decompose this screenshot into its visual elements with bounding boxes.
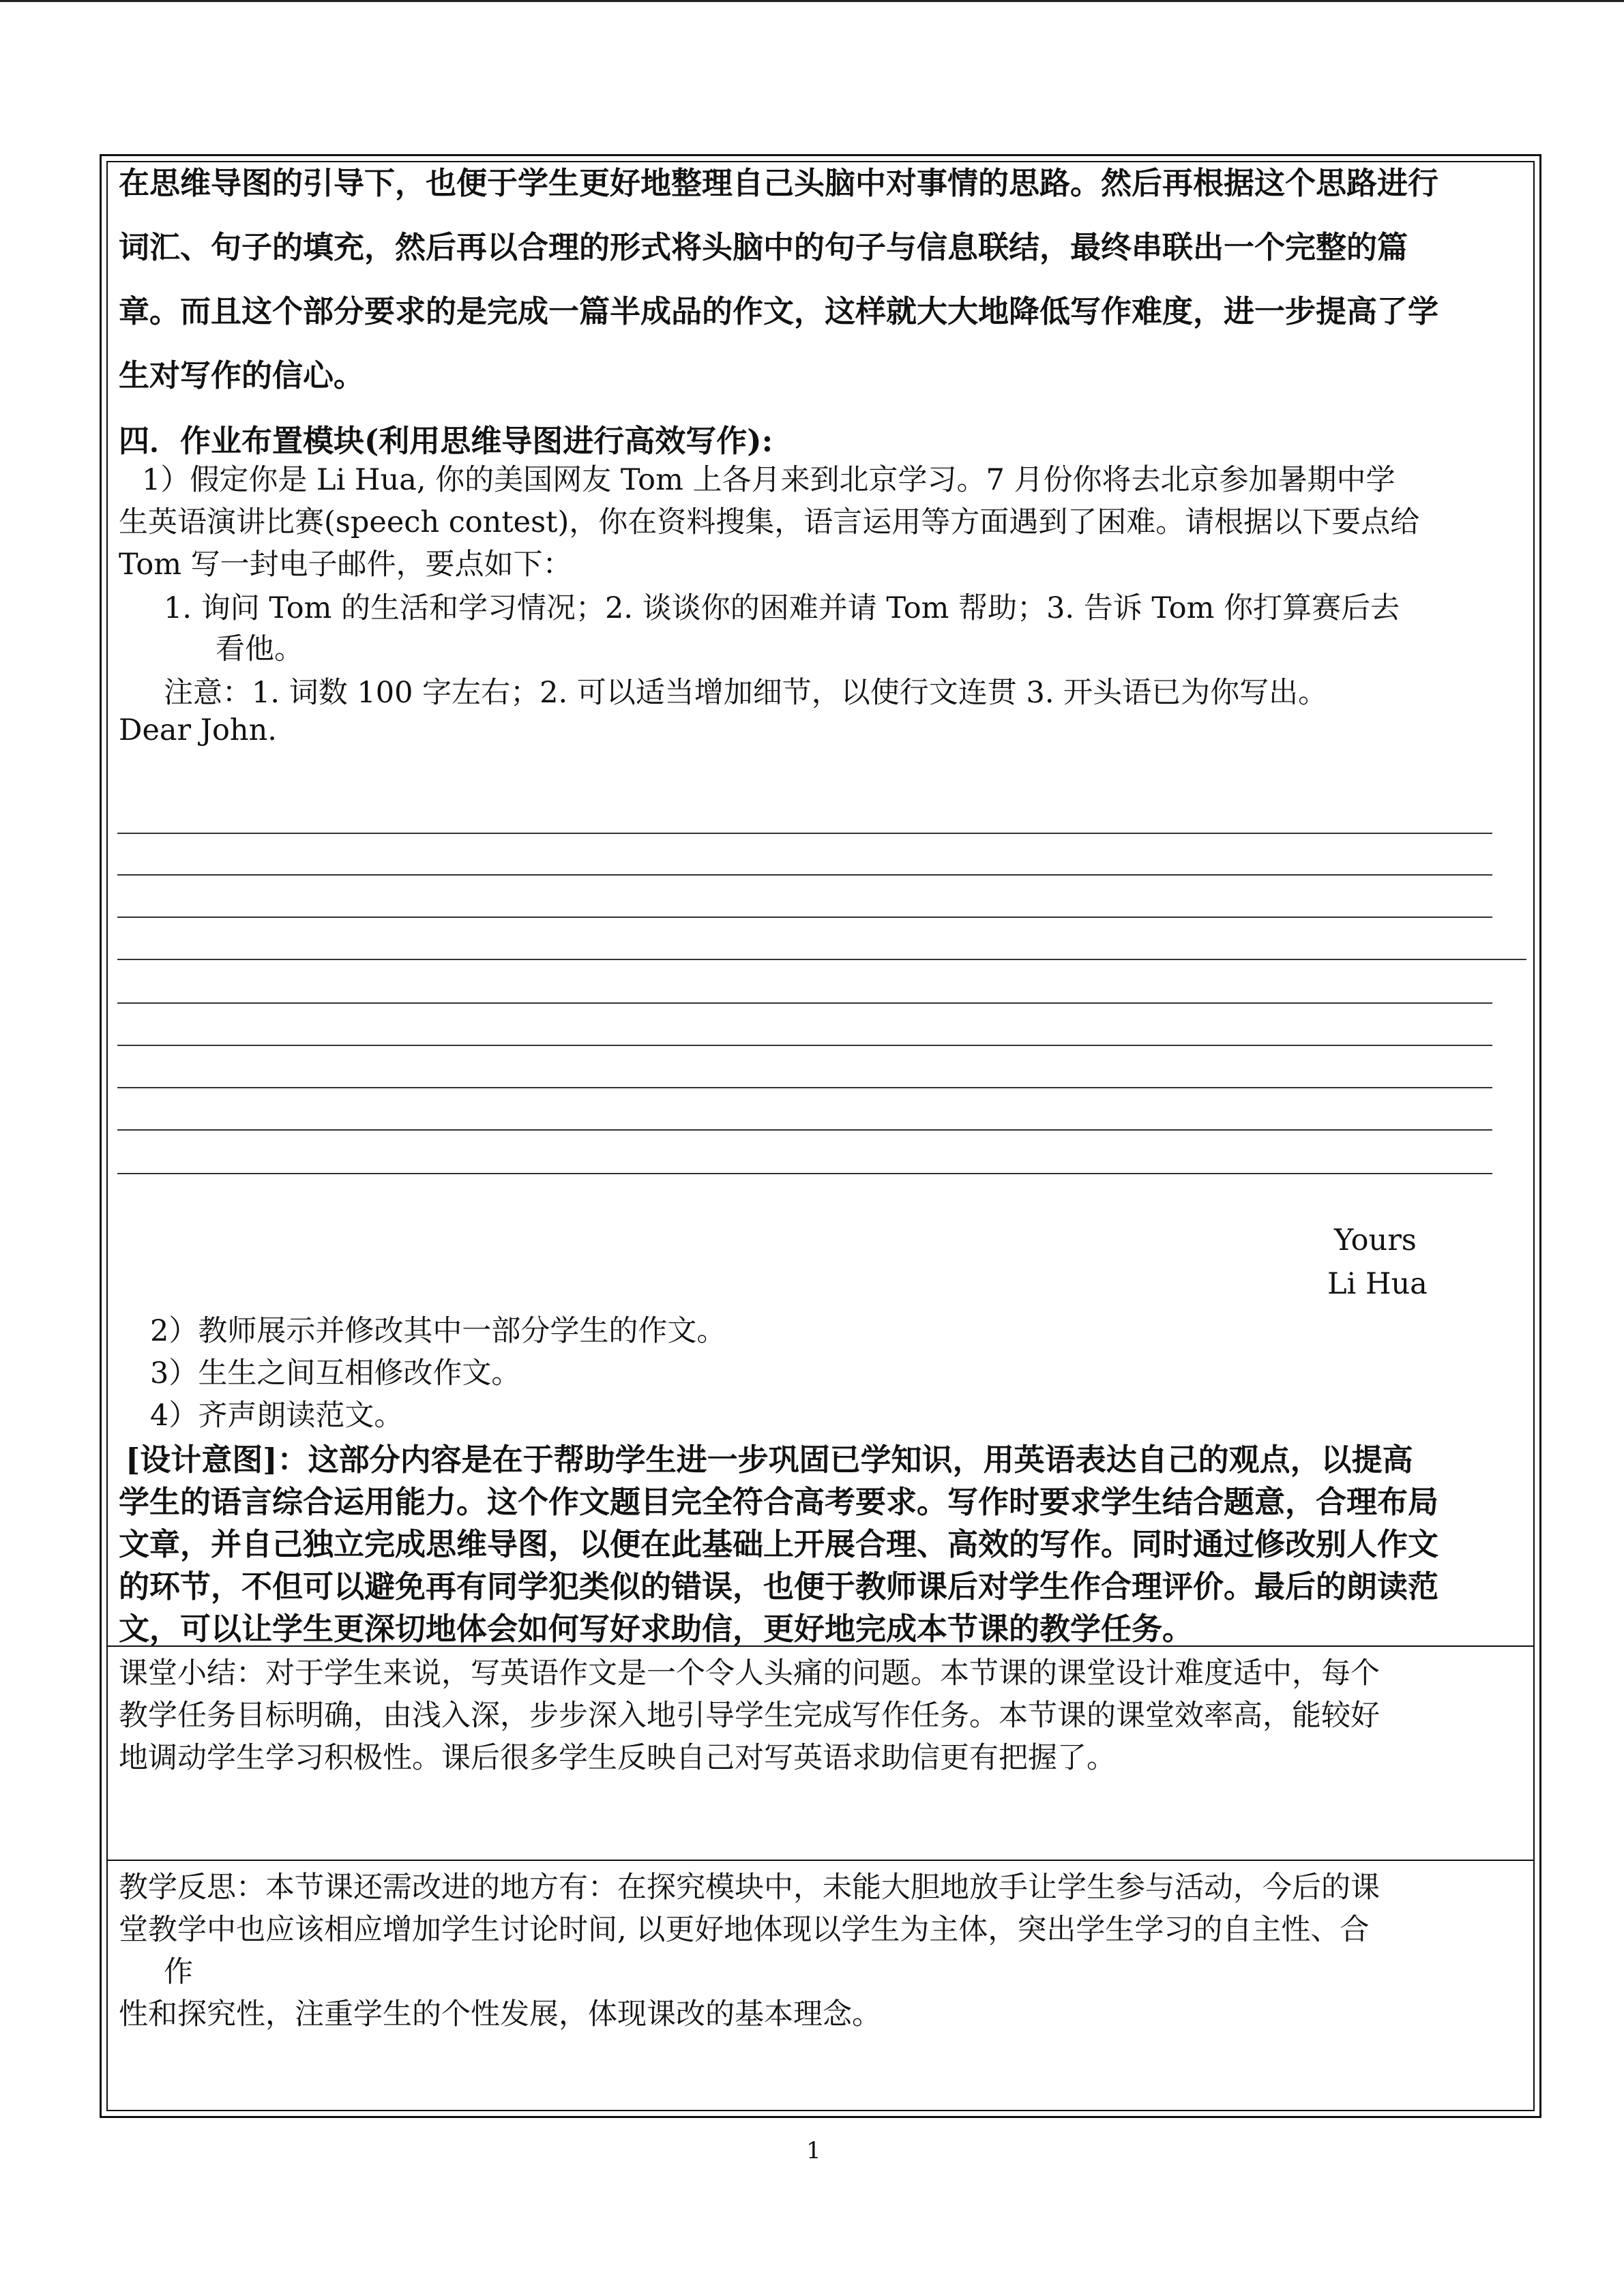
points-line: 看他。 (216, 632, 304, 666)
task3-line: 3）生生之间互相修改作文。 (150, 1356, 521, 1390)
letter-signature: Li Hua (1327, 1267, 1428, 1301)
row-divider-reflection (106, 1860, 1535, 1861)
summary-line: 地调动学生学习积极性。课后很多学生反映自己对写英语求助信更有把握了。 (119, 1741, 1116, 1775)
page-top-rule (0, 0, 1624, 2)
task1-line: Tom 写一封电子邮件，要点如下： (119, 548, 572, 582)
design-text-line: 词汇、句子的填充，然后再以合理的形式将头脑中的句子与信息联结，最终串联出一个完整的篇 (119, 229, 1408, 265)
design-intent-line: 学生的语言综合运用能力。这个作文题目完全符合高考要求。写作时要求学生结合题意，合理布局 (119, 1484, 1439, 1520)
writing-line (117, 833, 1492, 834)
design-text-line: 章。而且这个部分要求的是完成一篇半成品的作文，这样就大大地降低写作难度，进一步提高了学 (119, 293, 1439, 329)
points-line: 1. 询问 Tom 的生活和学习情况；2. 谈谈你的困难并请 Tom 帮助；3. 告诉 Tom 你打算赛后去 (164, 591, 1400, 625)
writing-line (117, 874, 1492, 876)
design-text-line: 生对写作的信心。 (119, 357, 365, 393)
design-intent-line: 文，可以让学生更深切地体会如何写好求助信，更好地完成本节课的教学任务。 (119, 1611, 1194, 1647)
letter-closing: Yours (1334, 1223, 1417, 1257)
summary-line: 课堂小结：对于学生来说，写英语作文是一个令人头痛的问题。本节课的课堂设计难度适中，每个 (119, 1656, 1380, 1690)
writing-line (117, 1045, 1492, 1046)
reflection-line: 教学反思：本节课还需改进的地方有：在探究模块中，未能大胆地放手让学生参与活动，今后的课 (119, 1870, 1380, 1905)
reflection-line: 堂教学中也应该相应增加学生讨论时间, 以更好地体现以学生为主体，突出学生学习的自主性、合 (119, 1913, 1370, 1947)
writing-line (117, 1002, 1492, 1004)
writing-line (117, 959, 1526, 960)
task2-line: 2）教师展示并修改其中一部分学生的作文。 (150, 1314, 726, 1348)
summary-line: 教学任务目标明确，由浅入深，步步深入地引导学生完成写作任务。本节课的课堂效率高，能较好 (119, 1699, 1380, 1733)
design-text-line: 在思维导图的引导下，也便于学生更好地整理自己头脑中对事情的思路。然后再根据这个思路进行 (119, 165, 1439, 201)
design-intent-line: 文章，并自己独立完成思维导图，以便在此基础上开展合理、高效的写作。同时通过修改别人作文 (119, 1526, 1439, 1562)
writing-line (117, 1129, 1492, 1131)
note-line: 注意：1. 词数 100 字左右；2. 可以适当增加细节，以使行文连贯 3. 开头语已为你写出。 (164, 676, 1328, 710)
reflection-line: 性和探究性，注重学生的个性发展，体现课改的基本理念。 (119, 1997, 881, 2031)
task4-line: 4）齐声朗读范文。 (150, 1399, 404, 1433)
reflection-line: 作 (164, 1955, 193, 1989)
design-intent-line: [设计意图]：这部分内容是在于帮助学生进一步巩固已学知识，用英语表达自己的观点，以提高 (126, 1442, 1413, 1478)
homework-heading: 四．作业布置模块(利用思维导图进行高效写作): (119, 423, 773, 459)
writing-line (117, 1087, 1492, 1088)
task1-line: 生英语演讲比赛(speech contest)，你在资料搜集，语言运用等方面遇到了困难。请根据以下要点给 (119, 505, 1420, 539)
writing-line (117, 916, 1492, 918)
letter-greeting: Dear John. (119, 713, 277, 747)
design-intent-line: 的环节，不但可以避免再有同学犯类似的错误，也便于教师课后对学生作合理评价。最后的朗读范 (119, 1568, 1439, 1605)
page-number: 1 (806, 2137, 821, 2164)
writing-line (117, 1173, 1492, 1174)
task1-line: 1）假定你是 Li Hua, 你的美国网友 Tom 上各月来到北京学习。7 月份你将去北京参加暑期中学 (142, 463, 1396, 497)
